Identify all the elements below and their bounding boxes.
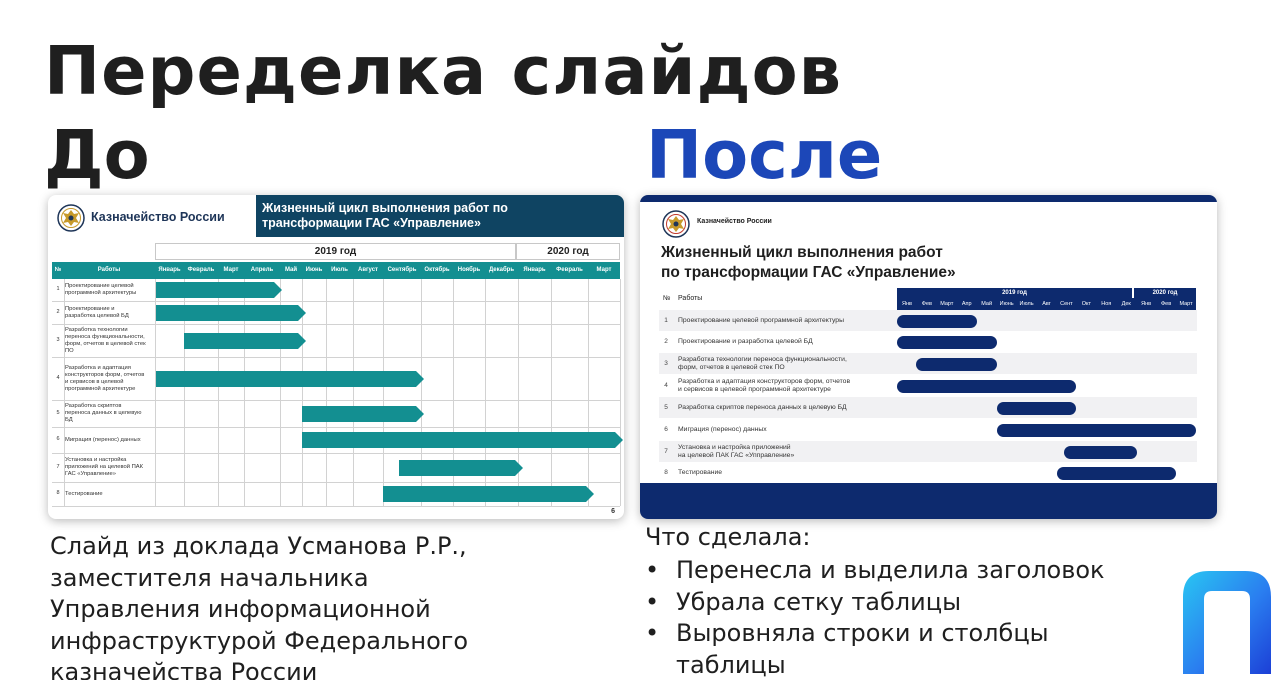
before-slide-image	[48, 195, 624, 519]
before-gantt-bar	[302, 432, 615, 448]
before-task-line: приложений на целевой ПАК	[65, 464, 144, 470]
before-month-header: Ноябрь	[457, 267, 481, 273]
after-task-line: на целевой ПАК ГАС «Упправление»	[678, 452, 795, 459]
before-row-number: 4	[56, 374, 60, 381]
before-task-line: ПО	[65, 347, 74, 354]
after-changes-list	[645, 555, 1175, 680]
before-grid-line	[52, 506, 620, 507]
before-caption	[50, 531, 610, 680]
before-row-number: 2	[56, 308, 60, 315]
before-task-line: Проектирование и	[65, 305, 115, 312]
before-task-line: ГАС «Управление»	[65, 471, 116, 477]
after-month-header: Янв	[1141, 301, 1152, 307]
after-gantt-bar	[1057, 467, 1176, 480]
before-gantt-bar	[156, 305, 298, 321]
before-month-header: Март	[223, 267, 239, 273]
after-col-num: №	[663, 295, 671, 302]
after-slide-title	[661, 243, 956, 283]
before-task-line: Разработка скриптов	[65, 403, 122, 409]
before-month-header: Июль	[331, 267, 348, 273]
before-header-line2: трансформации ГАС «Управление»	[262, 216, 481, 230]
after-row-number: 7	[664, 448, 668, 455]
before-task-line: Разработка и адаптация	[65, 364, 131, 371]
before-month-header: Февраль	[556, 267, 583, 273]
after-month-header: Дек	[1121, 301, 1131, 307]
after-gantt-bar	[1064, 446, 1137, 459]
caption-line: казначейства России	[50, 658, 318, 680]
after-gantt-bar	[897, 315, 977, 328]
after-year-2019: 2019 год	[897, 288, 1132, 298]
before-gantt-bar	[156, 282, 274, 298]
before-month-header: Май	[284, 267, 298, 273]
before-grid-line	[52, 482, 620, 483]
caption-line: заместителя начальника	[50, 563, 369, 592]
before-col-works: Работы	[97, 267, 121, 273]
before-month-header: Сентябрь	[387, 267, 417, 273]
after-task-line: Разработка и адаптация конструкторов форм, отчетов	[678, 378, 851, 385]
after-month-header: Янв	[901, 301, 912, 307]
after-row-number: 6	[664, 426, 668, 433]
after-task-line: Проектирование и разработка целевой БД	[678, 338, 813, 345]
before-grid-line	[551, 279, 552, 506]
after-month-header: Фев	[1161, 301, 1172, 307]
treasury-emblem-icon	[54, 203, 88, 233]
before-row-number: 7	[56, 463, 60, 470]
before-grid-line	[326, 279, 327, 506]
before-task-name	[65, 491, 153, 498]
after-col-works: Работы	[678, 295, 703, 302]
change-bullet-text: • Выровняла строки и столбцы	[676, 619, 1049, 647]
before-task-name	[65, 327, 153, 355]
change-bullet-item	[645, 587, 1175, 619]
after-row-number: 3	[664, 360, 668, 367]
before-gantt-bar	[156, 371, 416, 387]
after-task-line: Тестирование	[678, 469, 723, 476]
before-task-name	[65, 283, 153, 297]
before-month-header: Январь	[523, 267, 546, 273]
after-task-line: Разработка скриптов переноса данных в целевую БД	[678, 404, 847, 411]
after-task-name	[678, 426, 898, 434]
before-grid-line	[52, 453, 620, 454]
before-grid-line	[383, 279, 384, 506]
after-month-header: Июль	[1019, 301, 1034, 307]
after-month-header: Сент	[1060, 301, 1073, 307]
change-bullet-item	[645, 618, 1175, 680]
after-title-line1: Жизненный цикл выполнения работ	[661, 244, 943, 261]
page-title: Переделка слайдов	[44, 32, 843, 110]
before-month-header: Февраль	[187, 267, 215, 273]
after-row-number: 4	[664, 382, 668, 389]
before-page-number: 6	[611, 508, 615, 515]
before-grid-line	[52, 357, 620, 358]
before-task-line: БД	[65, 417, 73, 423]
after-task-line: форм, отчетов в целевой стек ПО	[678, 364, 785, 371]
before-year-2020: 2020 год	[516, 243, 620, 260]
before-label: До	[44, 116, 150, 194]
before-gantt-bar	[302, 406, 416, 422]
after-row-number: 1	[664, 317, 668, 324]
after-task-name	[678, 378, 898, 394]
before-task-name	[65, 365, 153, 393]
before-task-line: конструкторов форм, отчетов	[65, 371, 145, 378]
change-bullet-text: таблицы	[676, 650, 786, 679]
after-task-name	[678, 356, 898, 372]
brand-logo-icon	[1183, 571, 1271, 674]
before-gantt-bar	[184, 333, 298, 349]
after-task-line: Разработка технологии переноса функциональности,	[678, 356, 847, 363]
after-task-line: и сервисов в целевой программной архитектуре	[678, 386, 831, 393]
after-month-header: Авг	[1042, 301, 1051, 307]
after-gantt-bar	[997, 402, 1076, 415]
after-task-line: Миграция (перенос) данных	[678, 426, 767, 433]
before-grid-line	[52, 324, 620, 325]
after-month-header: Март	[1179, 301, 1193, 307]
before-row-number: 1	[56, 286, 60, 292]
after-top-bar	[640, 195, 1217, 202]
after-title-line2: по трансформации ГАС «Управление»	[661, 264, 956, 281]
after-year-2020: 2020 год	[1134, 288, 1196, 298]
after-gantt-bar	[897, 336, 997, 349]
change-bullet-item	[645, 555, 1175, 587]
before-row-number: 8	[56, 490, 60, 496]
after-task-line: Проектирование целевой программной архитектуры	[678, 317, 844, 324]
after-month-header: Окт	[1081, 301, 1091, 307]
before-row-number: 6	[56, 436, 60, 442]
after-gantt-bar	[997, 424, 1196, 437]
before-col-num: №	[54, 267, 62, 273]
after-task-name	[678, 444, 898, 460]
after-label: После	[646, 116, 883, 194]
before-header-line1: Жизненный цикл выполнения работ по	[262, 201, 508, 215]
before-month-header: Март	[596, 267, 612, 273]
before-slide-header	[256, 195, 624, 237]
before-task-line: переноса функциональности,	[65, 333, 145, 340]
after-row-number: 2	[664, 338, 668, 345]
after-task-name	[678, 469, 898, 477]
after-task-line: Установка и настройка приложений	[678, 444, 791, 451]
before-task-line: разработка целевой БД	[65, 312, 129, 319]
before-grid-line	[353, 279, 354, 506]
before-month-header: Июнь	[305, 267, 323, 273]
before-task-line: Тестирование	[65, 490, 103, 497]
change-bullet-text: • Убрала сетку таблицы	[676, 587, 962, 616]
before-gantt-bar	[383, 486, 586, 502]
before-grid-line	[52, 427, 620, 428]
before-month-header: Октябрь	[424, 267, 450, 273]
after-bottom-bar	[640, 483, 1217, 519]
before-row-number: 5	[56, 409, 60, 416]
before-task-name	[65, 457, 153, 478]
after-month-header: Апр	[961, 301, 972, 307]
treasury-emblem-icon	[660, 209, 692, 239]
before-grid-line	[52, 301, 620, 302]
before-grid-line	[588, 279, 589, 506]
before-org-name: Казначейство России	[91, 210, 225, 224]
before-task-line: Разработка технологии	[65, 326, 128, 333]
after-month-header: Июнь	[999, 301, 1014, 307]
before-task-line: Проектирование целевой	[65, 283, 134, 289]
after-task-name	[678, 404, 898, 412]
after-month-header: Ноя	[1101, 301, 1112, 307]
after-slide-image	[640, 195, 1217, 519]
before-month-header: Декабрь	[488, 267, 515, 273]
after-month-header: Март	[940, 301, 954, 307]
after-caption-heading: Что сделала:	[645, 523, 811, 551]
after-org-name: Казначейство России	[697, 218, 772, 225]
after-gantt-bar	[916, 358, 997, 371]
caption-line: Слайд из доклада Усманова Р.Р.,	[50, 532, 467, 560]
before-grid-line	[620, 279, 621, 506]
before-gantt-bar	[399, 460, 515, 476]
after-gantt-bar	[897, 380, 1076, 393]
before-task-line: программной архитектуры	[65, 290, 137, 296]
before-task-line: форм, отчетов в целевой стек	[65, 340, 146, 347]
caption-line: Управления информационной	[50, 595, 431, 623]
after-month-header: Май	[981, 301, 993, 307]
after-row-number: 8	[664, 469, 668, 476]
change-bullet-text: • Перенесла и выделила заголовок	[676, 556, 1105, 584]
after-task-name	[678, 317, 898, 325]
before-year-2019: 2019 год	[155, 243, 516, 260]
before-task-name	[65, 437, 153, 444]
before-grid-line	[52, 400, 620, 401]
after-task-name	[678, 338, 898, 346]
caption-line: инфраструктурой Федерального	[50, 626, 469, 655]
after-row-number: 5	[664, 404, 668, 411]
before-task-name	[65, 306, 153, 320]
before-month-header: Апрель	[250, 267, 274, 273]
before-task-line: переноса данных в целевую	[65, 410, 142, 416]
after-month-header: Фев	[921, 301, 932, 307]
before-month-header: Август	[358, 267, 378, 273]
before-task-line: программной архитектуре	[65, 385, 136, 392]
before-month-header: Январь	[158, 267, 181, 273]
before-task-name	[65, 403, 153, 424]
before-task-line: Миграция (перенос) данных	[65, 436, 141, 443]
before-task-line: Установка и настройка	[65, 457, 127, 463]
before-row-number: 3	[56, 336, 60, 343]
before-task-line: и сервисов в целевой	[65, 378, 124, 385]
